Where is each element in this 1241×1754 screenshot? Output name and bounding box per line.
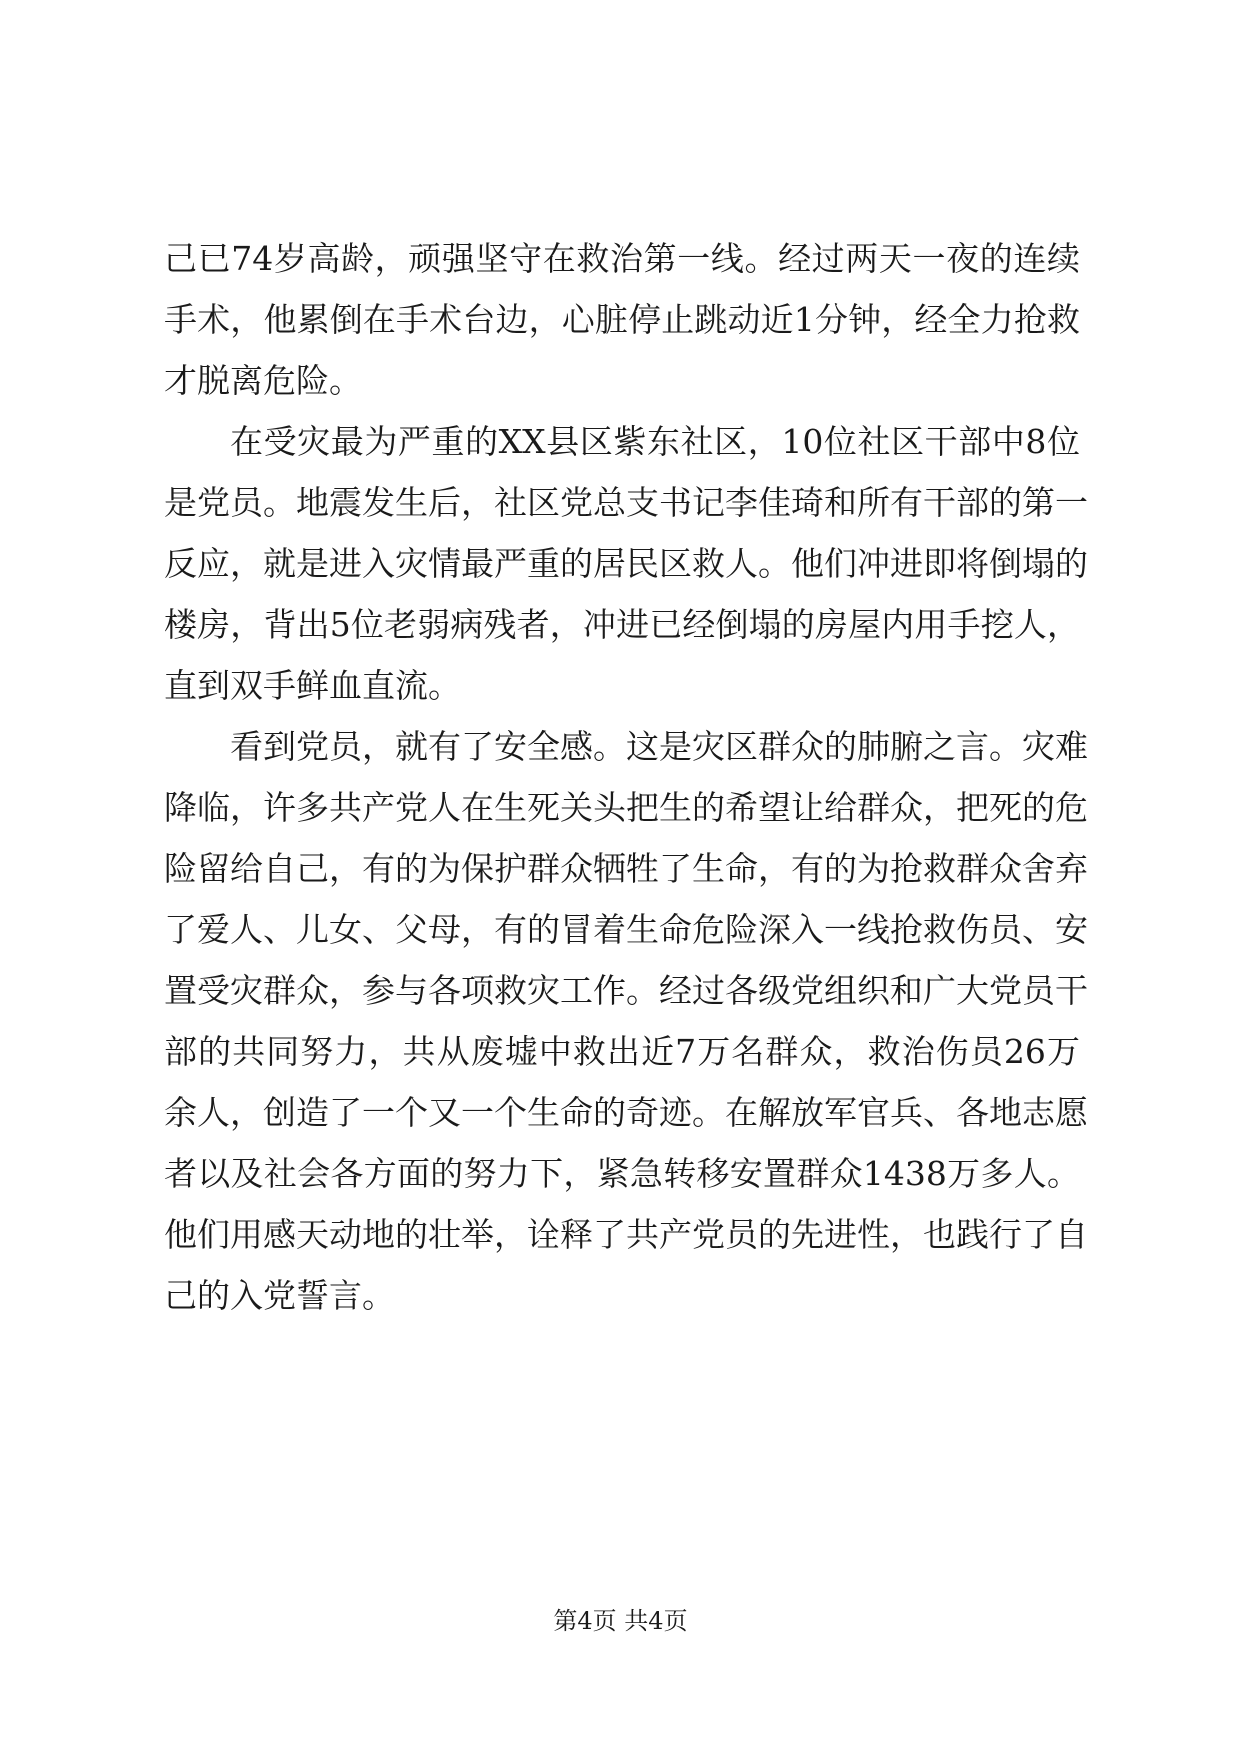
text-line: 降临，许多共产党人在生死关头把生的希望让给群众，把死的危 [164,788,1088,827]
page-number-footer: 第4页 共4页 [553,1607,688,1635]
text-line: 手术，他累倒在手术台边，心脏停止跳动近1分钟，经全力抢救 [164,300,1080,339]
text-line: 置受灾群众，参与各项救灾工作。经过各级党组织和广大党员干 [164,971,1088,1010]
text-line: 险留给自己，有的为保护群众牺牲了生命，有的为抢救群众舍弃 [164,849,1088,888]
text-line: 直到双手鲜血直流。 [164,666,461,705]
text-line: 才脱离危险。 [164,361,362,400]
text-line: 看到党员，就有了安全感。这是灾区群众的肺腑之言。灾难 [230,727,1088,766]
text-line: 己的入党誓言。 [164,1276,395,1315]
text-line: 在受灾最为严重的XX县区紫东社区，10位社区干部中8位 [230,422,1080,461]
document-body [164,228,1088,1326]
text-line: 是党员。地震发生后，社区党总支书记李佳琦和所有干部的第一 [164,483,1088,522]
text-line: 了爱人、儿女、父母，有的冒着生命危险深入一线抢救伤员、安 [164,910,1088,949]
paragraph-3 [164,716,1088,1326]
text-line: 楼房，背出5位老弱病残者，冲进已经倒塌的房屋内用手挖人， [164,605,1080,644]
text-line: 部的共同努力，共从废墟中救出近7万名群众，救治伤员26万 [164,1032,1080,1071]
text-line: 己已74岁高龄，顽强坚守在救治第一线。经过两天一夜的连续 [164,239,1080,278]
paragraph-2 [164,411,1088,716]
text-line: 余人，创造了一个又一个生命的奇迹。在解放军官兵、各地志愿 [164,1093,1088,1132]
text-line: 者以及社会各方面的努力下，紧急转移安置群众1438万多人。 [164,1154,1080,1193]
text-line: 反应，就是进入灾情最严重的居民区救人。他们冲进即将倒塌的 [164,544,1088,583]
paragraph-1 [164,228,1080,411]
text-line: 他们用感天动地的壮举，诠释了共产党员的先进性，也践行了自 [164,1215,1088,1254]
